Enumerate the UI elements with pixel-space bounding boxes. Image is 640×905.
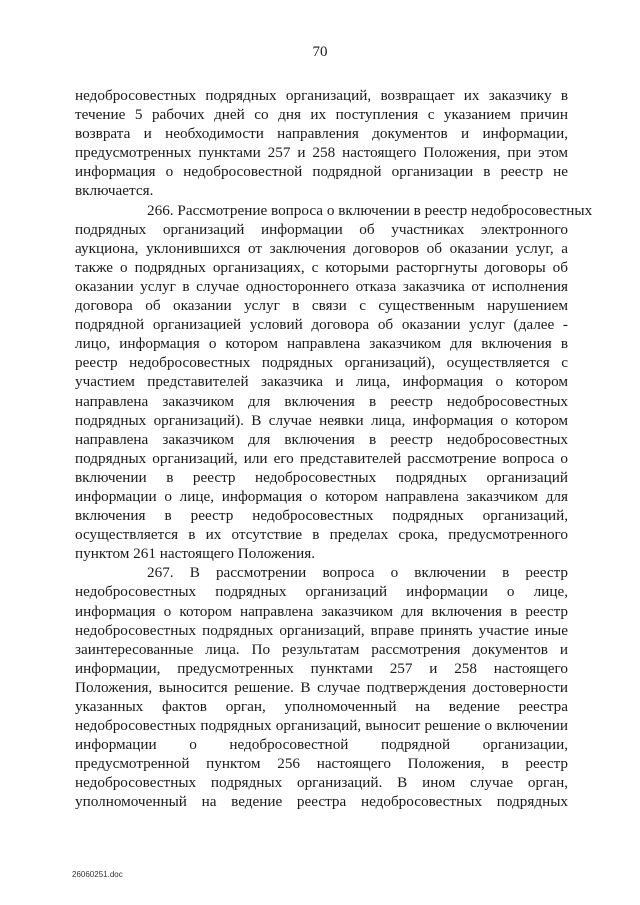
text-line: 266. Рассмотрение вопроса о включении в реестр недобросовестных (147, 201, 593, 219)
text-line: предусмотренных пунктами 257 и 258 настоящего Положения, при этом (75, 144, 568, 162)
text-line: осуществляется в их отсутствие в пределах срока, предусмотренного (75, 526, 568, 544)
text-line: предусмотренной пунктом 256 настоящего Положения, в реестр (75, 755, 568, 773)
text-line: информации о недобросовестной подрядной организации, (75, 736, 568, 754)
text-line: течение 5 рабочих дней со дня их поступления с указанием причин (75, 106, 568, 124)
text-line: аукциона, уклонившихся от заключения договоров об оказании услуг, а (75, 239, 568, 257)
text-line: договора об оказании услуг в связи с существенным нарушением (75, 297, 568, 315)
text-line: заинтересованные лица. По результатам рассмотрения документов и (75, 640, 568, 658)
text-line: направлена заказчиком для включения в реестр недобросовестных (75, 392, 568, 410)
text-line: участием представителей заказчика и лица, информация о котором (75, 373, 568, 391)
text-line: информации, предусмотренных пунктами 257 и 258 настоящего (75, 659, 568, 677)
text-line: возврата и необходимости направления документов и информации, (75, 125, 568, 143)
paragraph-intro (75, 86, 568, 201)
text-line: информация о недобросовестной подрядной организации в реестр не (75, 163, 568, 181)
text-line: недобросовестных подрядных организаций, вправе принять участие иные (75, 621, 568, 639)
text-line: пунктом 261 настоящего Положения. (75, 545, 315, 563)
text-line: реестр недобросовестных подрядных организаций), осуществляется с (75, 354, 568, 372)
text-line: уполномоченный на ведение реестра недобросовестных подрядных (75, 793, 568, 811)
text-line: недобросовестных подрядных организаций, выносит решение о включении (75, 717, 568, 735)
text-line: недобросовестных подрядных организаций, возвращает их заказчику в (75, 87, 568, 104)
text-line: недобросовестных подрядных организаций. В ином случае орган, (75, 774, 568, 792)
text-line: Положения, выносится решение. В случае подтверждения достоверности (75, 678, 568, 696)
text-line: информации о лице, информация о котором направлена заказчиком для (75, 487, 568, 505)
text-line: оказании услуг в случае одностороннего отказа заказчика от исполнения (75, 277, 568, 295)
text-line: подрядной организацией условий договора об оказании услуг (далее - (75, 316, 568, 334)
text-line: подрядных организаций). В случае неявки лица, информация о котором (75, 411, 568, 429)
text-line: включения в реестр недобросовестных подрядных организаций, (75, 507, 568, 525)
footer-filename: 26060251.doc (72, 870, 123, 879)
text-line: указанных фактов орган, уполномоченный на ведение реестра (75, 698, 568, 715)
paragraph-267 (75, 563, 568, 811)
text-line: информация о котором направлена заказчиком для включения в реестр (75, 602, 568, 620)
text-line: подрядных организаций, или его представителей рассмотрение вопроса о (75, 449, 568, 467)
page-number: 70 (312, 44, 328, 60)
text-line: включается. (75, 182, 154, 200)
text-line: недобросовестных подрядных организаций информации о лице, (75, 583, 568, 601)
text-line: также о подрядных организациях, с которыми расторгнуты договоры об (75, 258, 568, 276)
paragraph-266 (75, 201, 593, 564)
text-line: 267. В рассмотрении вопроса о включении в реестр (147, 564, 568, 582)
document-body (75, 86, 593, 812)
text-line: направлена заказчиком для включения в реестр недобросовестных (75, 430, 568, 448)
text-line: лицо, информация о котором направлена заказчиком для включения в (75, 335, 568, 353)
text-line: подрядных организаций информации об участниках электронного (75, 220, 568, 238)
text-line: включении в реестр недобросовестных подрядных организаций (75, 468, 568, 486)
